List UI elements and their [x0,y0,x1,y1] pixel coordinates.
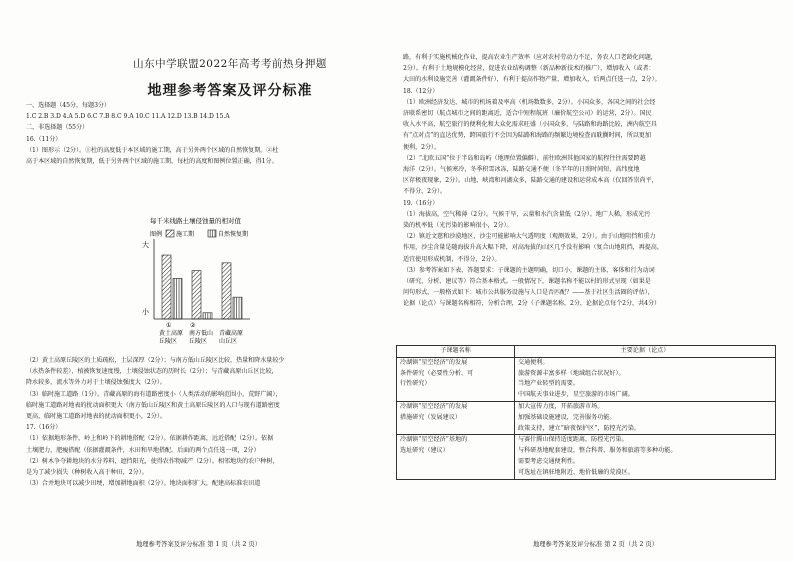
bar-construction [192,271,201,319]
text-line: 临时施工道路对地表的扰动面积更大（南方低山丘陵区和黄土高原丘陵区的人口与现有道路密度 [26,401,280,409]
text-line: （3）临时施工道路（1分）。青藏高原的海有道路密度小（人类活动的影响范围小，荒野广阔）， [26,390,282,398]
subtopic-name-line: 冷湖镇“星空经济”基地的 [400,436,468,444]
evidence-line: 交通便利。 [518,358,549,366]
text-line: 一、选择题（45分，每题3分） [26,102,111,109]
left-text-block-2 [26,355,382,489]
bar-recovery [203,313,212,319]
text-line: 不得分，2分）。 [403,188,447,196]
subtopic-name-line: 行性研究） [400,380,431,388]
text-line: 16.（11分） [26,135,62,143]
bar-recovery [233,297,242,319]
text-line: 二、非选择题（55分） [26,124,89,132]
subtopic-name-cell [397,357,515,401]
text-line: 有“点对点”的直达优势，跨国旅行不会因为陆路和海路的频繁边境检查而耽搁时间，所以更加 [403,132,651,140]
page-1-footer: 地理参考答案及评分标准 第 1 页（共 2 页） [135,541,262,548]
legend-swatch-recovery [208,230,216,237]
y-axis-top-label: 大 [142,241,149,249]
subtopic-name-line: 冷湖镇“星空经济”的发展 [400,402,468,410]
subtopic-name-line: 选址研究（建议） [400,447,449,455]
text-line: （1）欧洲经济发达，城市的机场着及率高（机场数数多，2分）。小国众多，各国之间的社会经 [403,98,656,106]
circle-label: ① [166,322,172,329]
text-line: 海洋（2分）。气候寒冷，冬季积雪冰冻，陆路交通不便（冬半年的日照时间短，高纬度地 [403,166,640,174]
x-tick-label: 山丘区 [219,338,238,345]
text-line: （2）树木争夺耕地块的水分养料，遮挡阳光，使得农作物减产（2分）。相邻地块的农户种树， [26,457,279,465]
table-header-points: 主要论据（论点） [515,346,776,358]
subtopic-name-line: 冷湖镇“星空经济”的发展 [400,358,468,366]
evidence-line: 旅游资源丰富多样（地域组合状况好）。 [518,369,625,377]
subtopic-name-cell [397,435,515,479]
x-tick-label: 黄土高原 [159,330,184,337]
text-line: 染的机率低（光污染的影响很小，2分）。 [403,222,513,230]
legend-construction: 施工期 [176,231,195,238]
text-line: （水热条件较差），植被恢复速度慢，土壤侵蚀状态的历时长（2分）；与青藏高原山丘区比较， [26,368,278,376]
evidence-line: 中国航天事业进步，星空旅游的市场广阔。 [518,391,634,399]
chart-title: 每千米线路土壤侵蚀量的相对值 [150,217,241,225]
evidence-line: 可选址在镇驻地附近、地价低廉的荒漠区。 [518,468,634,476]
text-line: 更高，临时施工道路对地表的扰动面积更小，2分）。 [26,413,166,421]
evidence-cell [515,435,776,479]
text-line: 17.（16分） [26,424,62,432]
text-line: 1.C 2.B 3.D 4.A 5.D 6.C 7.B 8.C 9.A 10.C 11.A 12.D 13.B 14.D 15.A [26,113,230,121]
text-line: 19.（16分） [403,199,439,207]
evidence-cell [515,401,776,434]
text-line: 问句形式，一般格式如下：城市公共服务设施与人口是否匹配？——基于社区生活圈的评估）， [403,289,654,297]
text-line: 便利，2分）。 [403,143,441,151]
evidence-line: 加大宣传力度，开拓旅游市场。 [518,402,604,410]
text-line: （2）“北欧五国”位于半岛和岛屿（地理位置偏僻），前往欧洲其他国家的航程往往需要跨越 [403,154,646,162]
right-text-block-1 [403,52,779,310]
y-axis-bottom-label: 小 [142,308,149,316]
legend-swatch-construction [166,230,174,237]
text-line: 适宜使用形成机制，不得分，2分）。 [403,255,501,263]
evidence-line: 政策支持，建立“暗夜保护区”，防控光污染。 [518,424,641,432]
x-tick-label: 丘陵区 [189,338,208,345]
x-tick-label: 南方低山 [189,330,214,337]
table-header-name: 子课题名称 [397,346,515,358]
text-line: 土壤肥力，肥瘦搭配（依据灌溉条件，水田和旱地搭配。后面的两个点任选一项，2分） [26,446,260,454]
text-line: （2）镇近文慈和沙漠地区，沙尘可能影响大气透明度（观测效果，2分）。由于山地阻挡和重力 [403,233,656,241]
text-line: （2）黄土高原丘陵区的土质疏松，土层深厚（2分）；与南方低山丘陵区比较，热量和降水量较少 [26,357,285,364]
text-line: 区存极夜现象，2分）。山地、峡湾和河湖众多，陆路交通的建设和运营成本高（仅回答崇尚平， [403,177,658,185]
text-line: 2分）。有利于土地规模化经营，促进农业结构调整（新品种新技术的推广），增加收入（或者： [403,65,655,73]
text-line: 收入水平高，航空旅行的便利化和大众化需求旺盛（小国众多，与陆路和海路比较，洲内航空具 [403,121,657,129]
text-line: 论据（论点）与课题名称相符，分析合理，2分（子课题名称，2分，论据论点每个2分，共4分） [403,300,661,308]
bar-construction [162,255,171,319]
text-line: （1）海拔高，空气稀薄（2分）。气候干旱，云量和水汽含量低（2分）。地广人稀，形成光污 [403,210,651,218]
left-text-block-1 [26,100,382,167]
text-line: 作用，沙尘含量是随海拔升高大幅下降，对高海拔的山区几乎没有影响（复合山地阻挡，再提高， [403,244,663,252]
legend-recovery: 自然恢复期 [218,231,249,238]
table-row [397,435,776,479]
bar-recovery [173,278,182,319]
text-line: 路，有利于实施机械化作业，提高农业生产效率（应对农村劳动力不足，务农人口老龄化问题， [403,54,657,61]
legend-label: 图例 [150,231,163,238]
text-line: 是为了减少损失（种树收入高于种田，2分）。 [26,469,148,477]
subtopic-name-line: 条件研究（必要性分析、可 [400,369,474,377]
subtopic-name-line: 措施研究（发展建议） [400,413,461,421]
text-line: （1）依据地形条件，岭上和岭下的耕地搭配（2分）。依据耕作距离，远近搭配（2分）。依据 [26,435,274,443]
subtopic-table [396,345,776,480]
school-header: 山东中学联盟2022年高考考前热身押题 [133,58,327,70]
text-line: 降水较多，流水等外力对于土壤侵蚀强度大（2分）。 [26,379,166,387]
subtopic-name-cell [397,401,515,434]
evidence-line: 与科研基地配套建设，整合科普、服务和旅游等多种功能。 [518,447,677,455]
document-title: 地理参考答案及评分标准 [147,83,313,99]
text-line: 高于本区域的自然恢复期，低于另外两个区域的施工期，每杜的高度和图例位置正确，得1分。 [26,158,278,166]
page-2-footer: 地理参考答案及评分标准 第 2 页（共 2 页） [532,541,659,548]
x-tick-label: 丘陵区 [159,338,178,345]
x-tick-label: 青藏高原 [219,330,244,337]
text-line: （1）图形示（2分）。①杜的高度低于本区域的施工期，高于另外两个区域的自然恢复期。②杜 [26,146,279,154]
text-line: 济联系密切（航点城市之间的距离近，适合中短程航班（廉价航空公司）的运营，2分）。国民 [403,110,652,118]
text-line: （研究、分析、建议等）符合基本格式。一般情况下，课题名称不能以村的形式呈现（如果是 [403,278,651,286]
erosion-bar-chart [140,215,300,355]
text-line: （3）合并地块可以减少田埂，增加耕地面积（2分）。地块面积扩大，配建高标准农田道 [26,480,261,488]
table-row [397,357,776,401]
evidence-line: 与赛什腾山保持适度距离，防控光污染。 [518,436,628,444]
text-line: 18.（12分） [403,87,439,95]
table-row [397,401,776,434]
table-header-row [397,346,776,358]
bar-construction [222,263,231,319]
text-line: 大田的水利设施完善（灌溉条件好），有利于提高作物产量，增加收入，后两点任选一点，2分）。 [403,76,661,84]
circle-label: ② [190,322,196,329]
evidence-cell [515,357,776,401]
evidence-line: 需要考虑交通便利性。 [518,457,579,465]
text-line: （3）参考答案如下表，答题要求：子课题的主题明确，切口小，课题的主体、客体和行为动词 [403,266,655,274]
evidence-line: 当地产业转型的需要。 [518,380,579,388]
evidence-line: 加强基础设施建设，完善服务功能。 [518,413,616,421]
